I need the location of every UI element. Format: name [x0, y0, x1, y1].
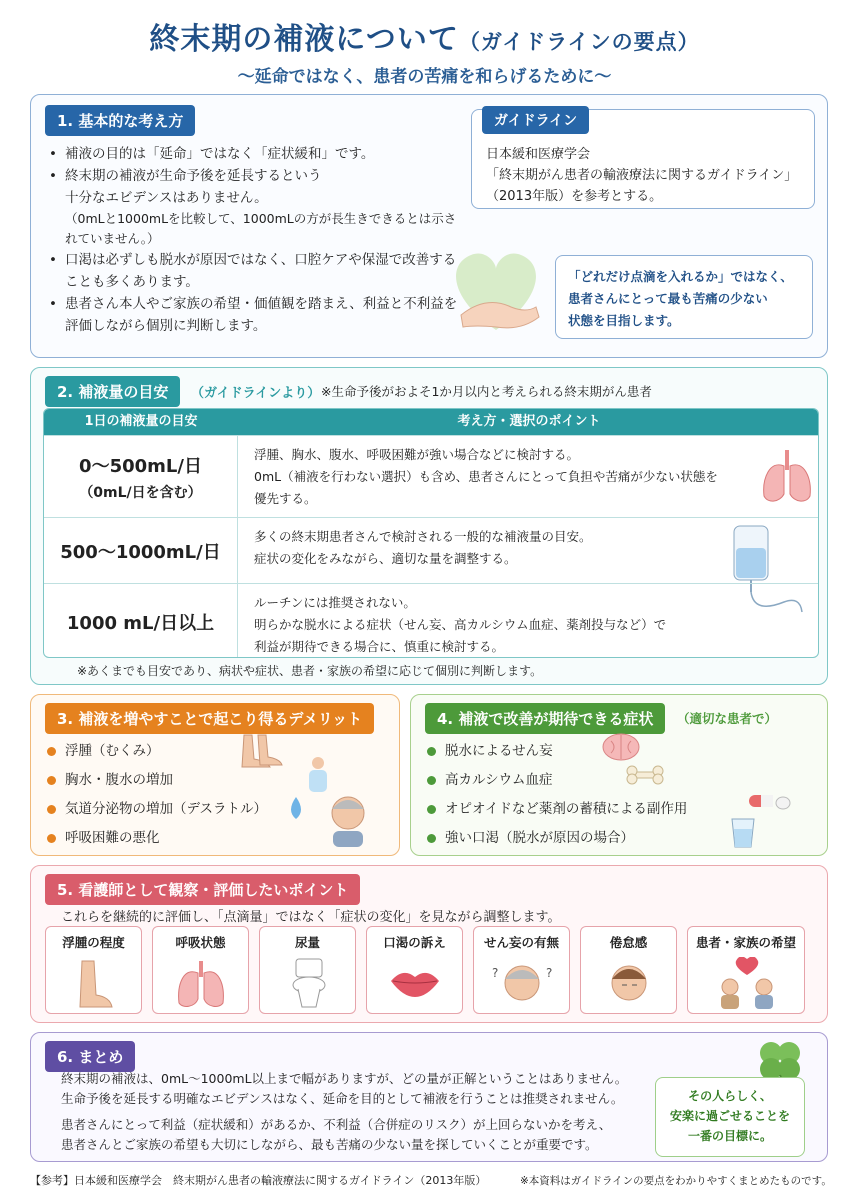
- observation-card: [45, 926, 142, 1014]
- table-row: [44, 435, 819, 517]
- confused-person-icon: [474, 957, 571, 1013]
- pills-icon: [747, 791, 791, 813]
- desc-line: 明らかな脱水による症状（せん妄、高カルシウム血症、薬剤投与など）で: [254, 617, 667, 632]
- table-row: [44, 517, 819, 583]
- desc-line: 多くの終末期患者さんで検討される一般的な補液量の目安。: [254, 529, 592, 544]
- table-cell-amount: [44, 518, 238, 583]
- observation-card: [259, 926, 356, 1014]
- lips-icon: [367, 957, 464, 1013]
- droplet-icon: [286, 795, 306, 821]
- svg-text:?: ?: [492, 966, 499, 980]
- list-item: 強い口渇（脱水が原因の場合）: [425, 824, 687, 853]
- family-icon: [688, 957, 806, 1013]
- table-cell-amount: [44, 436, 238, 517]
- list-item: 高カルシウム血症: [425, 766, 687, 795]
- feet-icon: [236, 731, 286, 771]
- amount-value: 500～1000mL/日: [60, 541, 221, 563]
- bone-icon: [625, 763, 665, 787]
- table-header: 考え方・選択のポイント: [238, 409, 819, 435]
- section-note: ※生命予後がおよそ1か月以内と考えられる終末期がん患者: [321, 384, 652, 399]
- title-main: 終末期の補液について: [149, 22, 459, 57]
- section-heading: 2. 補液量の目安: [45, 376, 180, 407]
- toilet-icon: [260, 957, 357, 1013]
- observation-card: [687, 926, 805, 1014]
- guideline-line: 「終末期がん患者の輸液療法に関するガイドライン」: [486, 168, 798, 183]
- svg-text:?: ?: [546, 966, 553, 980]
- table-cell-desc: [254, 526, 754, 570]
- section-basic: [30, 94, 828, 358]
- summary-paragraph: [61, 1115, 661, 1155]
- summary-line: 終末期の補液は、0mL～1000mL以上まで幅がありますが、どの量が正解ということはありません。: [61, 1071, 628, 1086]
- card-label: 口渇の訴え: [383, 935, 446, 950]
- elderly-icon: [323, 791, 373, 847]
- desc-line: 浮腫、胸水、腹水、呼吸困難が強い場合などに検討する。: [254, 447, 580, 462]
- body-icon: [303, 755, 333, 795]
- section-volume: [30, 367, 828, 685]
- section-improvements: [410, 694, 828, 856]
- list-item: 気道分泌物の増加（デスラトル）: [45, 795, 267, 824]
- summary-line: 生命予後を延長する明確なエビデンスはなく、延命を目的として補液を行うことは推奨されません。: [61, 1091, 624, 1106]
- desc-line: 利益が期待できる場合に、慎重に検討する。: [254, 639, 505, 654]
- amount-sub: （0mL/日を含む）: [79, 484, 202, 501]
- list-item: • 患者さん本人やご家族の希望・価値観を踏まえ、利益と不利益を評価しながら個別に判断します。: [45, 293, 465, 337]
- section-lead: これらを継続的に評価し、「点滴量」ではなく「症状の変化」を見ながら調整します。: [61, 910, 561, 925]
- feet-icon: [46, 957, 143, 1013]
- list-item: • 口渇は必ずしも脱水が原因ではなく、口腔ケアや保湿で改善することも多くあります。: [45, 249, 465, 293]
- card-label: 呼吸状態: [175, 935, 226, 950]
- observation-card: [366, 926, 463, 1014]
- list-item-line: 十分なエビデンスはありません。: [65, 190, 268, 206]
- observation-card: [580, 926, 677, 1014]
- lungs-icon: [153, 957, 250, 1013]
- list-item: オピオイドなど薬剤の蓄積による副作用: [425, 795, 687, 824]
- amount-value: 1000 mL/日以上: [66, 612, 215, 634]
- section-heading: 3. 補液を増やすことで起こり得るデメリット: [45, 703, 374, 734]
- goal-box: [655, 1077, 805, 1157]
- list-item-line: 終末期の補液が生命予後を延長するという: [65, 168, 322, 184]
- section-source: （ガイドラインより）: [191, 386, 321, 401]
- section-observation: [30, 865, 828, 1023]
- desc-line: 0mL（補液を行わない選択）も含め、患者さんにとって負担や苦痛が少ない状態を: [254, 469, 718, 484]
- guideline-heading: ガイドライン: [482, 106, 589, 134]
- table-cell-desc: [254, 592, 754, 658]
- summary-paragraph: [61, 1069, 661, 1109]
- section-heading: 4. 補液で改善が期待できる症状: [425, 703, 665, 734]
- section-demerits: [30, 694, 400, 856]
- summary-line: 患者さんにとって利益（症状緩和）があるか、不利益（合併症のリスク）が上回らないかを考え、: [61, 1117, 612, 1132]
- heart-hands-icon: [441, 235, 551, 345]
- section-sub: （適切な患者で）: [677, 711, 778, 726]
- section-heading: 1. 基本的な考え方: [45, 105, 195, 136]
- basic-list: [45, 143, 465, 337]
- summary-text: [61, 1069, 661, 1155]
- desc-line: 優先する。: [254, 491, 317, 506]
- section-heading: 5. 看護師として観察・評価したいポイント: [45, 874, 360, 905]
- card-label: せん妄の有無: [483, 935, 559, 950]
- card-label: 尿量: [294, 935, 320, 950]
- table-cell-amount: [44, 584, 238, 658]
- list-item: 胸水・腹水の増加: [45, 766, 267, 795]
- guideline-line: （2013年版）を参考とする。: [486, 189, 663, 204]
- quote-line: 「どれだけ点滴を入れるか」ではなく、: [568, 269, 793, 284]
- list-item-note: （0mLと1000mLを比較して、1000mLの方が長生きできるとは示されていません。）: [65, 211, 457, 246]
- guideline-box: [471, 109, 815, 209]
- list-item: • 補液の目的は「延命」ではなく「症状緩和」です。: [45, 143, 465, 165]
- desc-line: ルーチンには推奨されない。: [254, 595, 416, 610]
- table-footnote: ※あくまでも目安であり、病状や症状、患者・家族の希望に応じて個別に判断します。: [77, 664, 543, 678]
- guideline-line: 日本緩和医療学会: [486, 147, 591, 162]
- table-row: [44, 583, 819, 658]
- table-cell-desc: [254, 444, 754, 510]
- card-label: 浮腫の程度: [62, 935, 125, 950]
- lungs-icon: [760, 448, 814, 506]
- desc-line: 症状の変化をみながら、適切な量を調整する。: [254, 551, 517, 566]
- section-summary: [30, 1032, 828, 1162]
- goal-line: 安楽に過ごせることを: [669, 1109, 790, 1123]
- list-item: 呼吸困難の悪化: [45, 824, 267, 853]
- footer-reference: 【参考】日本緩和医療学会 終末期がん患者の輸液療法に関するガイドライン（2013年版）: [30, 1174, 487, 1187]
- quote-box: [555, 255, 813, 339]
- observation-card: [152, 926, 249, 1014]
- list-item: [45, 165, 465, 249]
- section-heading: 6. まとめ: [45, 1041, 135, 1072]
- title-paren: （ガイドラインの要点）: [458, 30, 700, 54]
- page-subtitle: ～延命ではなく、患者の苦痛を和らげるために～: [237, 67, 612, 87]
- glass-icon: [729, 817, 757, 849]
- observation-card: [473, 926, 570, 1014]
- quote-line: 患者さんにとって最も苦痛の少ない: [568, 291, 768, 306]
- list-item: 脱水によるせん妄: [425, 737, 687, 766]
- card-label: 患者・家族の希望: [695, 935, 796, 950]
- goal-line: その人らしく、: [688, 1089, 772, 1103]
- tired-person-icon: [581, 957, 678, 1013]
- card-label: 倦怠感: [609, 935, 648, 950]
- footer-note: ※本資料はガイドラインの要点をわかりやすくまとめたものです。: [520, 1175, 832, 1187]
- brain-icon: [601, 731, 641, 763]
- guideline-text: [486, 144, 797, 207]
- page-title: [0, 14, 849, 58]
- list-item: 浮腫（むくみ）: [45, 737, 267, 766]
- volume-table: [43, 408, 819, 658]
- summary-line: 患者さんとご家族の希望も大切にしながら、最も苦痛の少ない量を探していくことが重要です。: [61, 1137, 598, 1152]
- goal-line: 一番の目標に。: [687, 1129, 772, 1143]
- improvement-list: [425, 737, 687, 853]
- amount-value: 0～500mL/日: [79, 455, 202, 477]
- quote-line: 状態を目指します。: [568, 313, 680, 328]
- table-header: 1日の補液量の目安: [44, 409, 238, 435]
- demerit-list: [45, 737, 267, 853]
